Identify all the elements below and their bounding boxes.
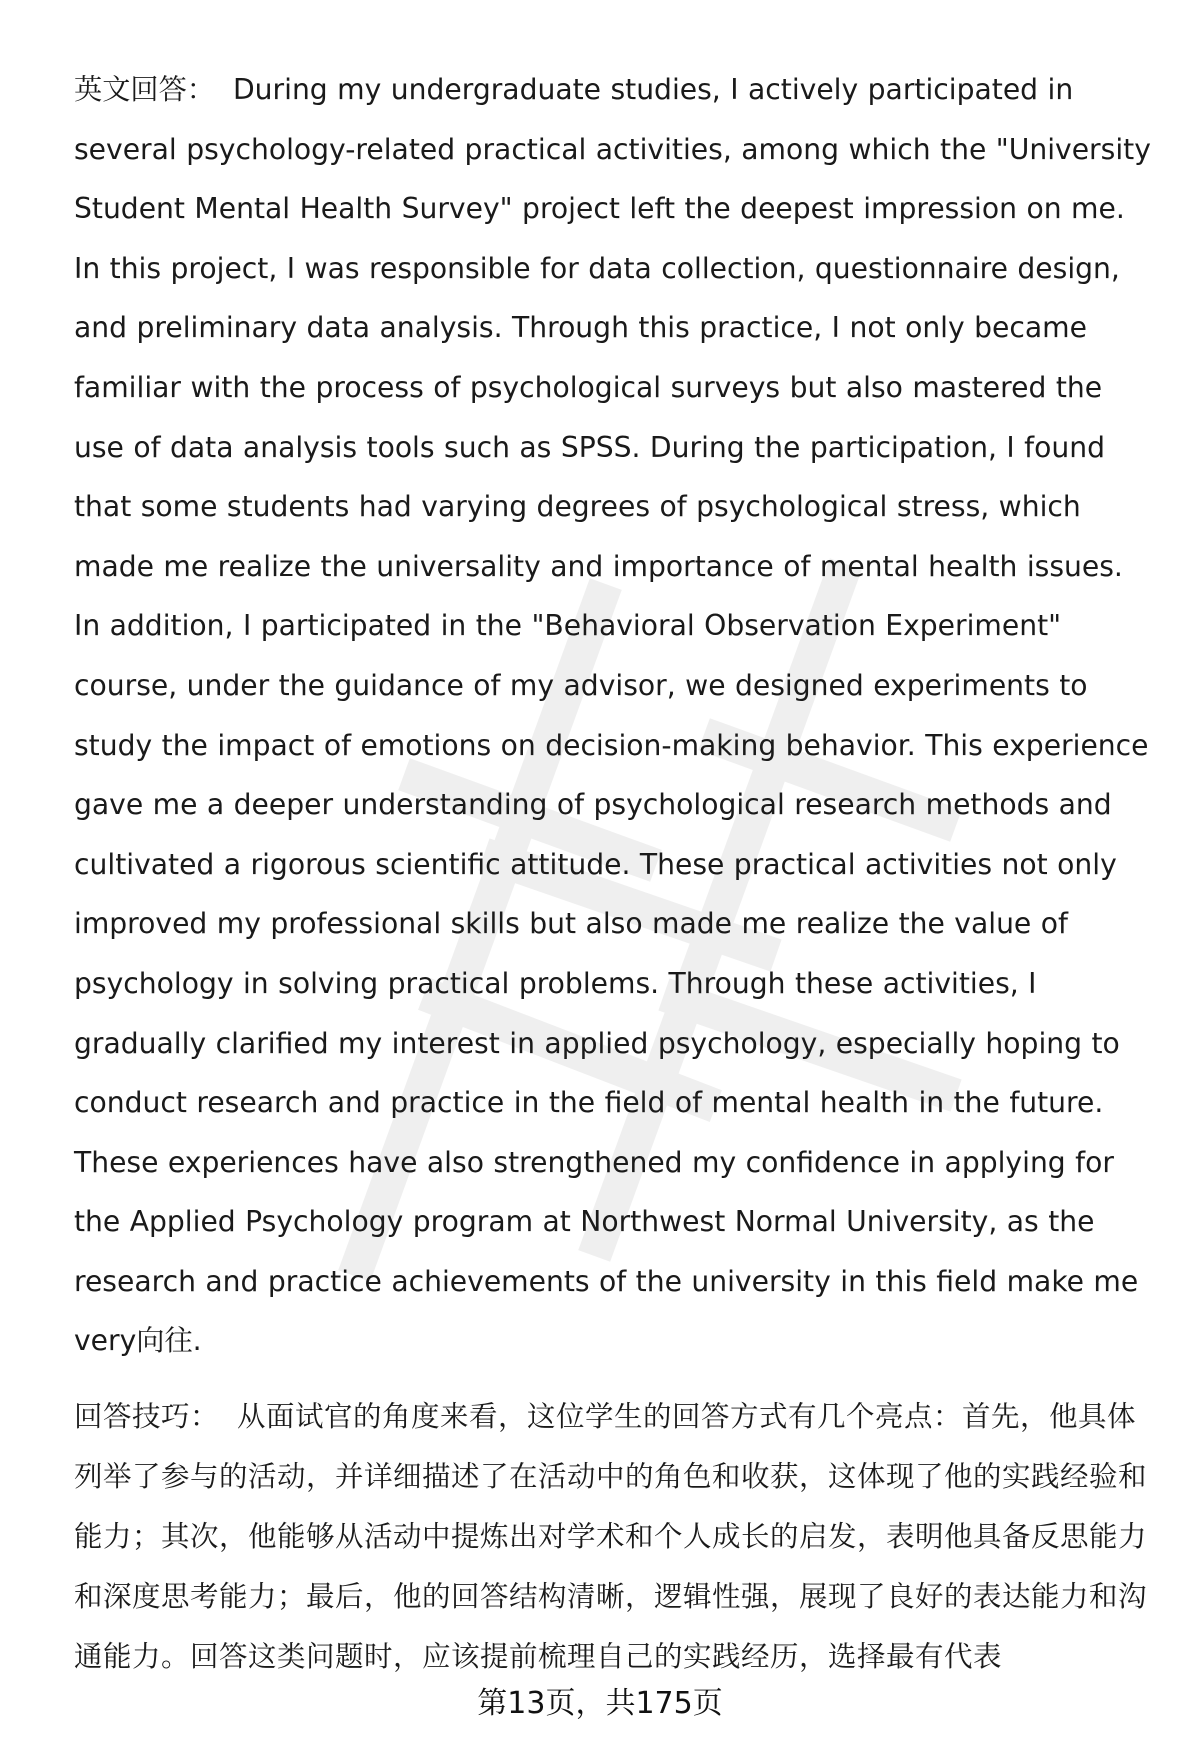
answer-tips-label: 回答技巧： — [74, 1400, 220, 1434]
english-answer-paragraph — [74, 60, 1154, 1371]
answer-tips-paragraph — [74, 1387, 1154, 1687]
english-answer-text: During my undergraduate studies, I actively participated in several psychology-related practical activities, among which the "University Student Mental Health Survey" project left the deepest impression on me. In this project, I was responsible for data collection, questionnaire design, and preliminary data analysis. Through this practice, I not only became familiar with the process of psychological surveys but also mastered the use of data analysis tools such as SPSS. During the participation, I found that some students had varying degrees of psychological stress, which made me realize the universality and importance of mental health issues. In addition, I participated in the "Behavioral Observation Experiment" course, under the guidance of my advisor, we designed experiments to study the impact of emotions on decision-making behavior. This experience gave me a deeper understanding of psychological research methods and cultivated a rigorous scientific attitude. These practical activities not only improved my professional skills but also made me realize the value of psychology in solving practical problems. Through these activities, I gradually clarified my interest in applied psychology, especially hoping to conduct research and practice in the field of mental health in the future. These experiences have also strengthened my confidence in applying for the Applied Psychology program at Northwest Normal University, as the research and practice achievements of the university in this field make me very向往. — [74, 73, 1151, 1358]
answer-tips-text: 从面试官的角度来看，这位学生的回答方式有几个亮点：首先，他具体列举了参与的活动，并详细描述了在活动中的角色和收获，这体现了他的实践经验和能力；其次，他能够从活动中提炼出对学术和个人成长的启发，表明他具备反思能力和深度思考能力；最后，他的回答结构清晰，逻辑性强，展现了良好的表达能力和沟通能力。回答这类问题时，应该提前梳理自己的实践经历，选择最有代表 — [74, 1400, 1148, 1674]
english-answer-label: 英文回答： — [74, 73, 215, 106]
page-number: 第13页，共175页 — [477, 1686, 723, 1721]
page-content — [74, 60, 1154, 1687]
